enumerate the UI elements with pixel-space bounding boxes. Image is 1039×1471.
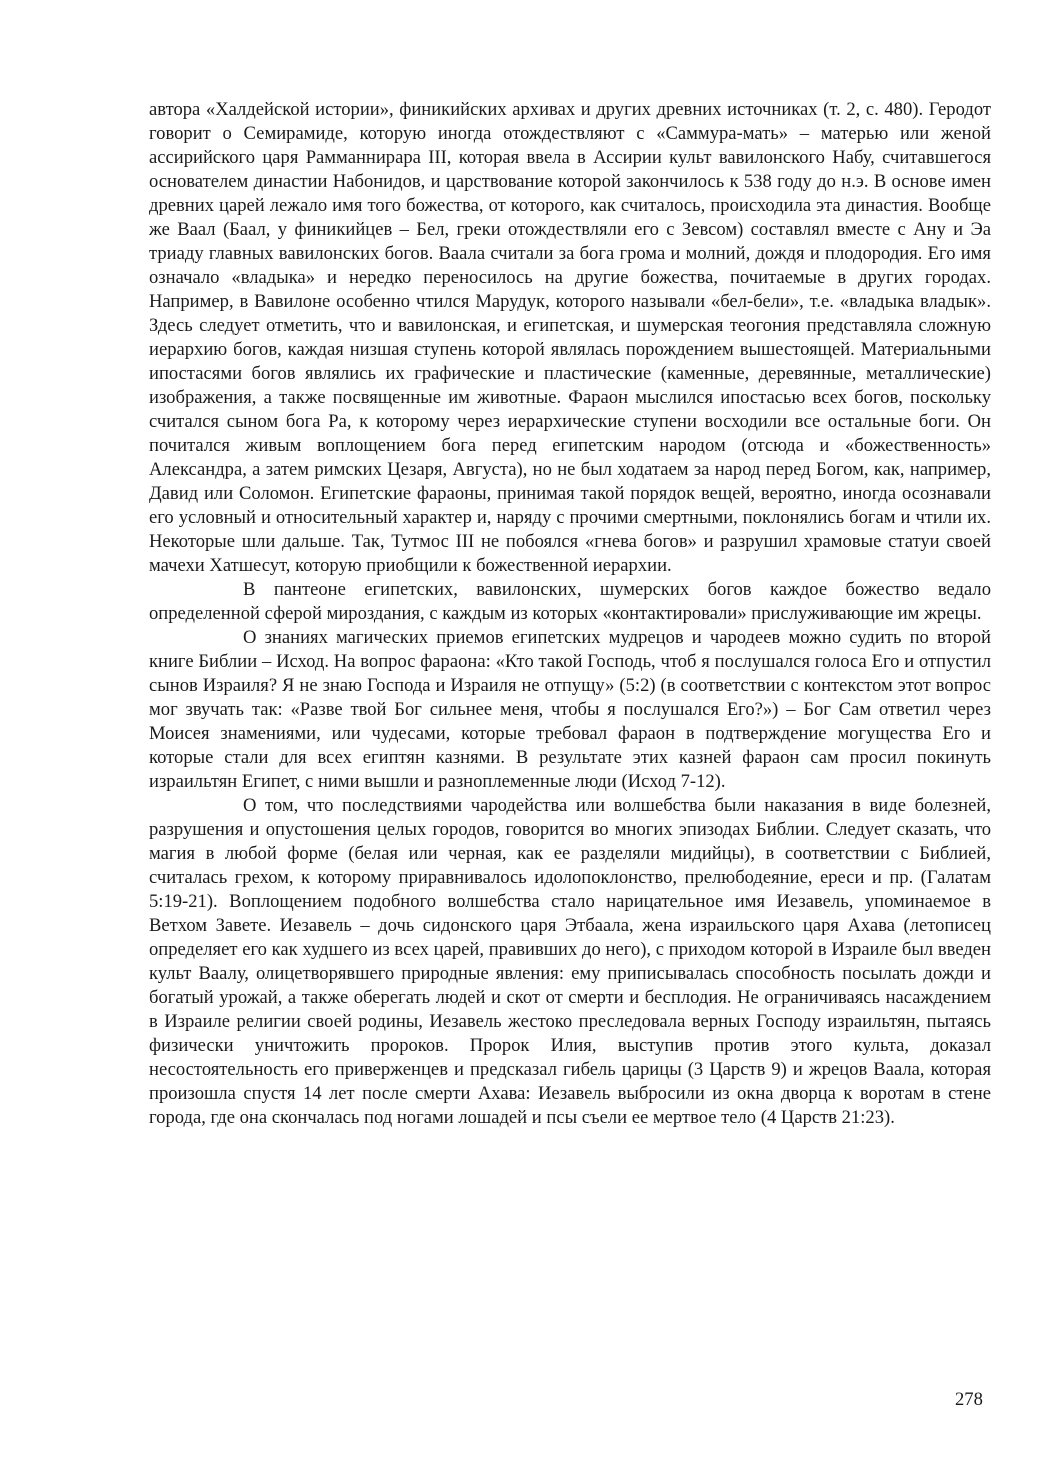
page-number: 278 — [955, 1389, 983, 1410]
paragraph-3: О знаниях магических приемов египетских мудрецов и чародеев можно судить по второй книге Библии – Исход. На вопрос фараона: «Кто такой Господь, чтоб я послушался голоса Его и отпустил сынов Израиля? Я не знаю Господа и Израиля не отпущу» (5:2) (в соответствии с контекстом этот вопрос мог звучать так: «Разве твой Бог сильнее меня, чтобы я послушался Его?») – Бог Сам ответил через Моисея знамениями, или чудесами, которые требовал фараон в подтверждение могущества Его и которые стали для всех египтян казнями. В результате этих казней фараон сам просил покинуть израильтян Египет, с ними вышли и разноплеменные люди (Исход 7-12). — [149, 627, 991, 792]
paragraph-1: автора «Халдейской истории», финикийских архивах и других древних источниках (т. 2, с. 480). Геродот говорит о Семирамиде, которую иногда отождествляют с «Саммура-мать» – матерью или женой ассирийского царя Рамманнирара III, которая ввела в Ассирии культ вавилонского Набу, считавшегося основателем династии Набонидов, и царствование которой закончилось к 538 году до н.э. В основе имен древних царей лежало имя того божества, от которого, как считалось, происходила эта династия. Вообще же Ваал (Баал, у финикийцев – Бел, греки отождествляли его с Зевсом) составлял вместе с Ану и Эа триаду главных вавилонских богов. Ваала считали за бога грома и молний, дождя и плодородия. Его имя означало «владыка» и нередко переносилось на другие божества, почитаемые в других городах. Например, в Вавилоне особенно чтился Марудук, которого называли «бел-бели», т.е. «владыка владык». Здесь следует отметить, что и вавилонская, и египетская, и шумерская теогония представляла сложную иерархию богов, каждая низшая ступень которой являлась порождением вышестоящей. Материальными ипостасями богов являлись их графические и пластические (каменные, деревянные, металлические) изображения, а также посвященные им животные. Фараон мыслился ипостасью всех богов, поскольку считался сыном бога Ра, к которому через иерархические ступени восходили все остальные боги. Он почитался живым воплощением бога перед египетским народом (отсюда и «божественность» Александра, а затем римских Цезаря, Августа), но не был ходатаем за народ перед Богом, как, например, Давид или Соломон. Египетские фараоны, принимая такой порядок вещей, вероятно, иногда осознавали его условный и относительный характер и, наряду с прочими смертными, поклонялись богам и чтили их. Некоторые шли дальше. Так, Тутмос III не побоялся «гнева богов» и разрушил храмовые статуи своей мачехи Хатшесут, которую приобщили к божественной иерархии. — [149, 99, 991, 576]
paragraph-4: О том, что последствиями чародейства или волшебства были наказания в виде болезней, разрушения и опустошения целых городов, говорится во многих эпизодах Библии. Следует сказать, что магия в любой форме (белая или черная, как ее разделяли мидийцы), в соответствии с Библией, считалась грехом, к которому приравнивалось идолопоклонство, прелюбодеяние, ереси и пр. (Галатам 5:19-21). Воплощением подобного волшебства стало нарицательное имя Иезавель, упоминаемое в Ветхом Завете. Иезавель – дочь сидонского царя Этбаала, жена израильского царя Ахава (летописец определяет его как худшего из всех царей, правивших до него), с приходом которой в Израиле был введен культ Ваалу, олицетворявшего природные явления: ему приписывалась способность посылать дожди и богатый урожай, а также оберегать людей и скот от смерти и бесплодия. Не ограничиваясь насаждением в Израиле религии своей родины, Иезавель жестоко преследовала верных Господу израильтян, пытаясь физически уничтожить пророков. Пророк Илия, выступив против этого культа, доказал несостоятельность его приверженцев и предсказал гибель царицы (3 Царств 9) и жрецов Ваала, которая произошла спустя 14 лет после смерти Ахава: Иезавель выбросили из окна дворца к воротам в стене города, где она скончалась под ногами лошадей и псы съели ее мертвое тело (4 Царств 21:23). — [149, 795, 991, 1128]
document-body — [149, 98, 991, 1130]
paragraph-2: В пантеоне египетских, вавилонских, шумерских богов каждое божество ведало определенной сферой мироздания, с каждым из которых «контактировали» прислуживающие им жрецы. — [149, 579, 991, 624]
